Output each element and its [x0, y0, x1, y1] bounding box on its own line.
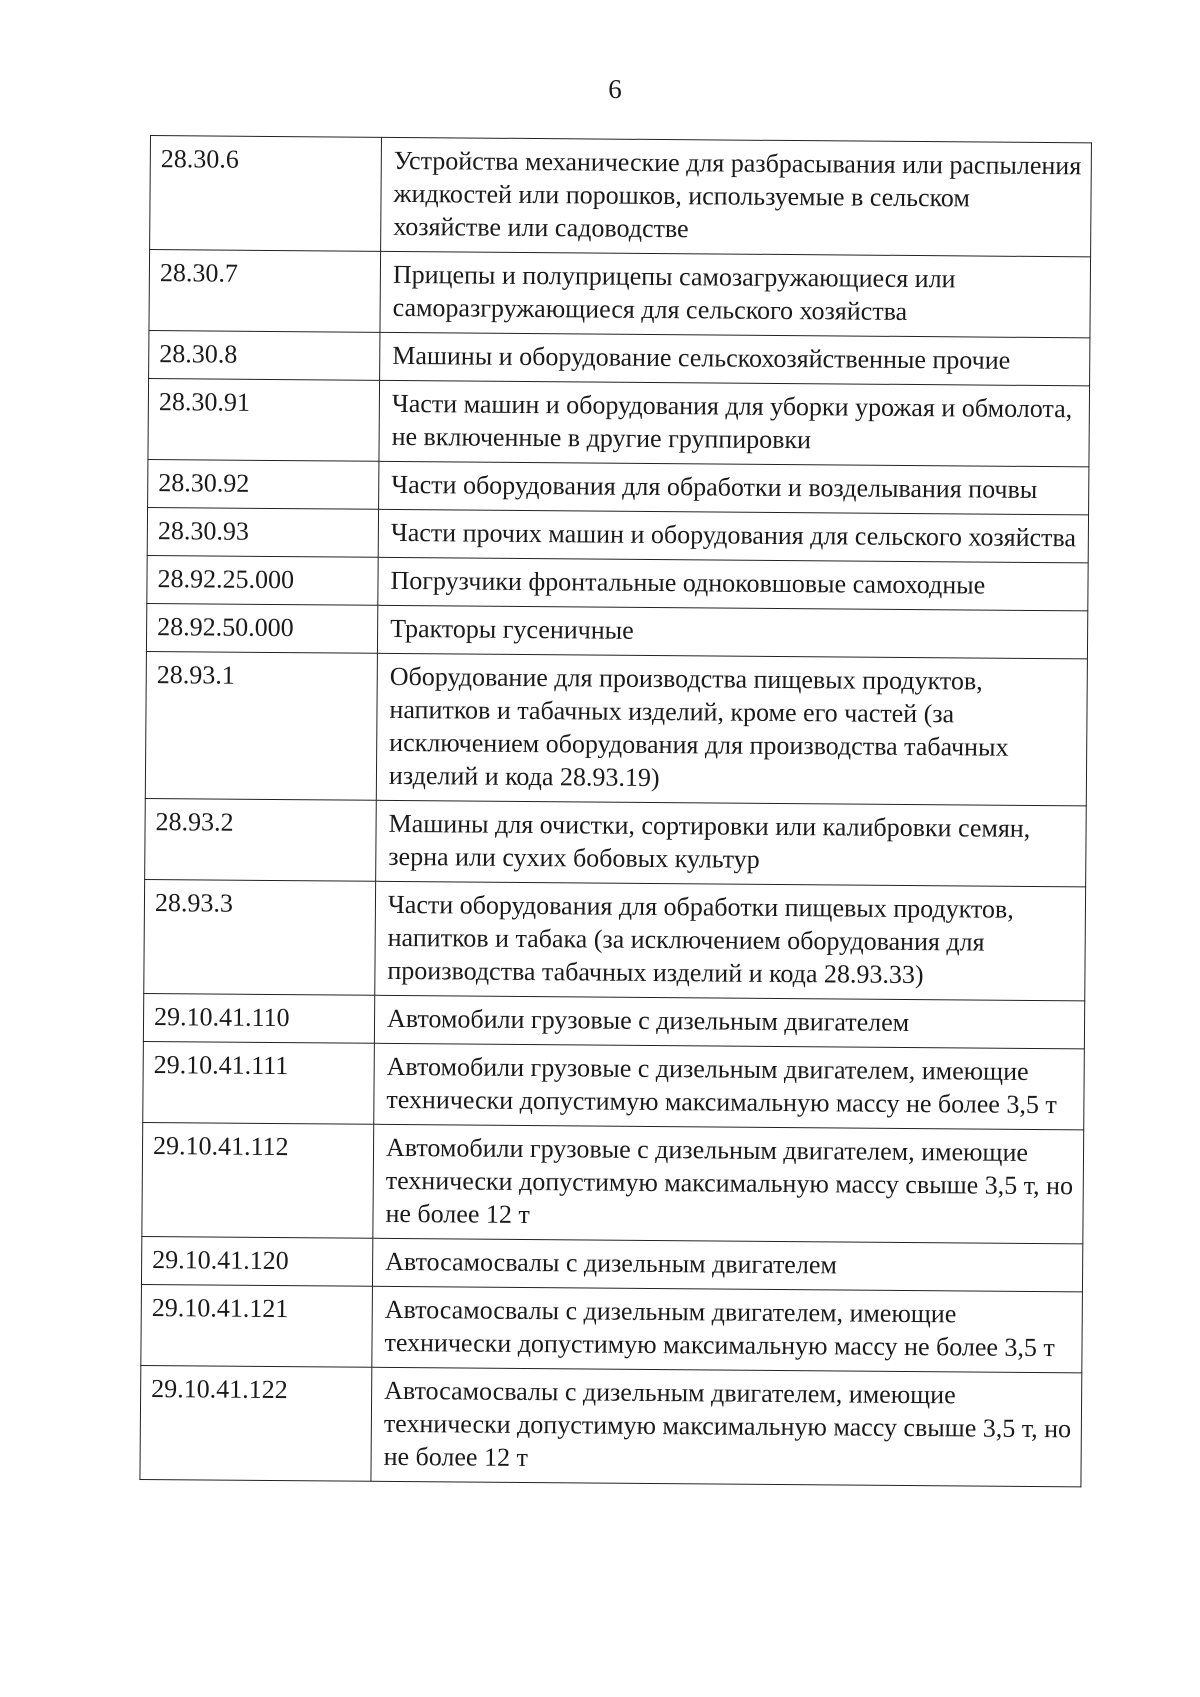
table-row — [148, 459, 1089, 514]
row-code: 28.93.2 — [145, 798, 377, 881]
table-row — [145, 651, 1087, 805]
row-description: Автосамосвалы с дизельным двигателем — [372, 1238, 1082, 1292]
row-description: Прицепы и полуприцепы самозагружающиеся или саморазгружающиеся для сельского хозяйства — [380, 251, 1091, 338]
row-description: Автосамосвалы с дизельным двигателем, имеющие технически допустимую максимальную массу не более 3,5 т — [372, 1286, 1083, 1373]
table-row — [149, 250, 1091, 338]
row-description: Автомобили грузовые с дизельным двигателем, имеющие технически допустимую максимальную массу свыше 3,5 т, но не более 12 т — [373, 1124, 1084, 1244]
table-row — [149, 330, 1090, 385]
row-description: Части прочих машин и оборудования для сельского хозяйства — [378, 509, 1088, 563]
row-code: 29.10.41.111 — [143, 1041, 375, 1124]
row-description: Автосамосвалы с дизельным двигателем, имеющие технически допустимую максимальную массу свыше 3,5 т, но не более 12 т — [371, 1367, 1082, 1487]
row-code: 28.30.92 — [148, 459, 379, 509]
row-code: 28.93.3 — [144, 879, 376, 995]
row-description: Машины для очистки, сортировки или калибровки семян, зерна или сухих бобовых культур — [376, 800, 1087, 887]
row-description: Части оборудования для обработки пищевых продуктов, напитков и табака (за исключением оборудования для производства табачных изделий и кода 28.93.33) — [375, 881, 1086, 1001]
row-code: 28.30.93 — [147, 507, 378, 557]
table-row — [142, 1122, 1084, 1243]
table-row — [148, 378, 1090, 466]
table-row — [143, 1041, 1085, 1129]
row-code: 29.10.41.110 — [143, 993, 374, 1043]
row-description: Автомобили грузовые с дизельным двигателем, имеющие технически допустимую максимальную массу не более 3,5 т — [374, 1043, 1085, 1130]
table-row — [146, 603, 1087, 658]
row-description: Автомобили грузовые с дизельным двигателем — [374, 995, 1084, 1049]
row-description: Части оборудования для обработки и возделывания почвы — [379, 461, 1089, 515]
row-code: 28.92.50.000 — [146, 603, 377, 653]
table-row — [147, 555, 1088, 610]
row-code: 28.92.25.000 — [147, 555, 378, 605]
row-description: Устройства механические для разбрасывания или распыления жидкостей или порошков, используемые в сельском хозяйстве или садоводстве — [381, 137, 1092, 257]
row-description: Тракторы гусеничные — [377, 605, 1087, 659]
row-code: 28.30.6 — [150, 136, 382, 252]
table-row — [150, 136, 1092, 257]
row-code: 29.10.41.122 — [140, 1365, 372, 1481]
table-row — [143, 993, 1084, 1048]
classification-table — [139, 135, 1092, 1487]
table-row — [147, 507, 1088, 562]
row-code: 29.10.41.120 — [141, 1236, 372, 1286]
table-row — [145, 798, 1087, 886]
row-description: Машины и оборудование сельскохозяйственные прочие — [380, 332, 1090, 386]
row-code: 28.30.91 — [148, 378, 380, 461]
row-description: Погрузчики фронтальные одноковшовые самоходные — [378, 557, 1088, 611]
table-row — [144, 879, 1086, 1000]
table-row — [140, 1365, 1082, 1486]
row-code: 28.30.8 — [149, 330, 380, 380]
row-description: Части машин и оборудования для уборки урожая и обмолота, не включенные в другие группировки — [379, 380, 1090, 467]
row-description: Оборудование для производства пищевых продуктов, напитков и табачных изделий, кроме его частей (за исключением оборудования для производства табачных изделий и кода 28.93.19) — [376, 653, 1087, 806]
row-code: 28.30.7 — [149, 250, 381, 333]
row-code: 29.10.41.112 — [142, 1122, 374, 1238]
page-number: 6 — [608, 74, 622, 104]
table-row — [141, 1236, 1082, 1291]
row-code: 28.93.1 — [145, 651, 377, 800]
table-body — [140, 136, 1092, 1487]
row-code: 29.10.41.121 — [141, 1284, 373, 1367]
table-row — [141, 1284, 1083, 1372]
